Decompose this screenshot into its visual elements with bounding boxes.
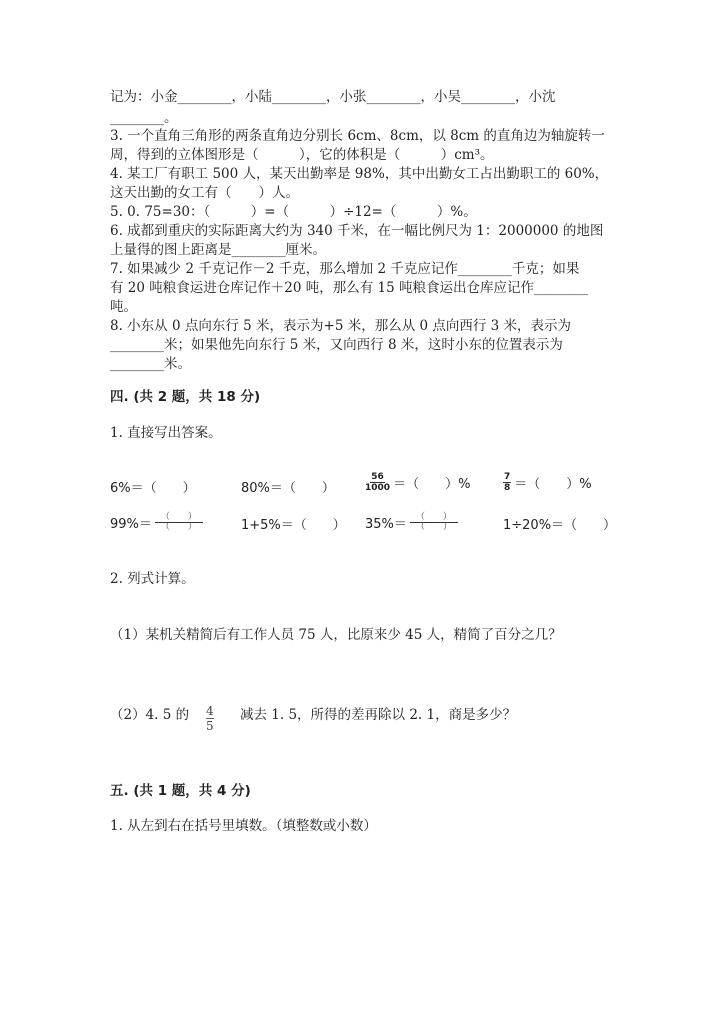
text-line: 上量得的图上距离是________厘米。	[110, 242, 326, 258]
question-6: 6. 成都到重庆的实际距离大约为 340 千米，在一幅比例尺为 1：2000000 的地图	[110, 223, 604, 239]
question-5: 5. 0. 75=30：（ ）=（ ）÷12=（ ）%。	[110, 204, 477, 220]
denominator: 1000	[365, 483, 391, 493]
question-4: 4. 某工厂有职工 500 人，某天出勤率是 98%，其中出勤女工占出勤职工的 60%，	[110, 166, 609, 182]
math-item	[503, 472, 592, 493]
text-line: ________米；如果他先向东行 5 米，又向西行 8 米，这时小东的位置表示为	[110, 337, 563, 353]
blank-fraction	[410, 513, 458, 532]
section-4-heading: 四. (共 2 题，共 18 分)	[110, 389, 261, 405]
numerator-blank: （ ）	[410, 513, 458, 523]
denominator: 8	[504, 483, 511, 493]
numerator: 56	[371, 472, 384, 482]
text-line: 记为：小金________，小陆________，小张________，小吴________，小沈	[110, 89, 556, 105]
denominator: 5	[206, 719, 214, 733]
numerator: 7	[504, 472, 511, 482]
math-text: 35%＝	[365, 517, 407, 532]
fraction	[365, 472, 390, 493]
math-text: 80%＝（ ）	[241, 481, 335, 496]
text-line: 这天出勤的女工有（ ）人。	[110, 185, 299, 201]
numerator: 4	[206, 704, 214, 718]
question-8: 8. 小东从 0 点向东行 5 米，表示为+5 米，那么从 0 点向西行 3 米，表示为	[110, 318, 572, 334]
math-item	[503, 514, 616, 533]
text-line: 周，得到的立体图形是（ ），它的体积是（ ）cm³。	[110, 147, 494, 163]
numerator-blank: （ ）	[155, 513, 203, 523]
section-5-question-1: 1. 从左到右在括号里填数。（填整数或小数）	[110, 818, 377, 834]
blank-fraction	[155, 513, 203, 532]
fraction	[503, 472, 511, 493]
math-item	[365, 472, 470, 493]
fraction	[206, 704, 214, 733]
math-item	[365, 513, 458, 532]
section-4-question-2: 2. 列式计算。	[110, 571, 195, 587]
question-2-1: （1）某机关精简后有工作人员 75 人，比原来少 45 人，精简了百分之几？	[110, 627, 562, 643]
question-2-2-prefix: （2）4. 5 的	[110, 707, 190, 723]
section-4-question-1: 1. 直接写出答案。	[110, 425, 222, 441]
text-line: 有 20 吨粮食运进仓库记作＋20 吨，那么有 15 吨粮食运出仓库应记作________	[110, 280, 588, 296]
question-3: 3. 一个直角三角形的两条直角边分别长 6cm、8cm，以 8cm 的直角边为轴旋转一	[110, 128, 605, 144]
denominator-blank: （ ）	[160, 522, 197, 532]
math-text: 1÷20%＝（ ）	[503, 518, 617, 533]
math-item	[241, 477, 335, 496]
math-text: ＝（ ）%	[393, 477, 471, 492]
question-7: 7. 如果减少 2 千克记作－2 千克，那么增加 2 千克应记作________千克；如果	[110, 261, 580, 277]
text-line: ________。	[110, 110, 178, 126]
math-item	[110, 513, 203, 532]
math-item	[241, 514, 346, 533]
math-item	[110, 477, 196, 496]
math-text: 99%＝	[110, 517, 152, 532]
math-text: 6%＝（ ）	[110, 481, 196, 496]
text-line: 吨。	[110, 299, 137, 315]
math-text: 1+5%＝（ ）	[241, 518, 346, 533]
denominator-blank: （ ）	[415, 522, 452, 532]
question-2-2-suffix: 减去 1. 5，所得的差再除以 2. 1，商是多少？	[240, 707, 517, 723]
text-line: ________米。	[110, 356, 191, 372]
section-5-heading: 五. (共 1 题，共 4 分)	[110, 783, 251, 799]
math-text: ＝（ ）%	[514, 477, 592, 492]
